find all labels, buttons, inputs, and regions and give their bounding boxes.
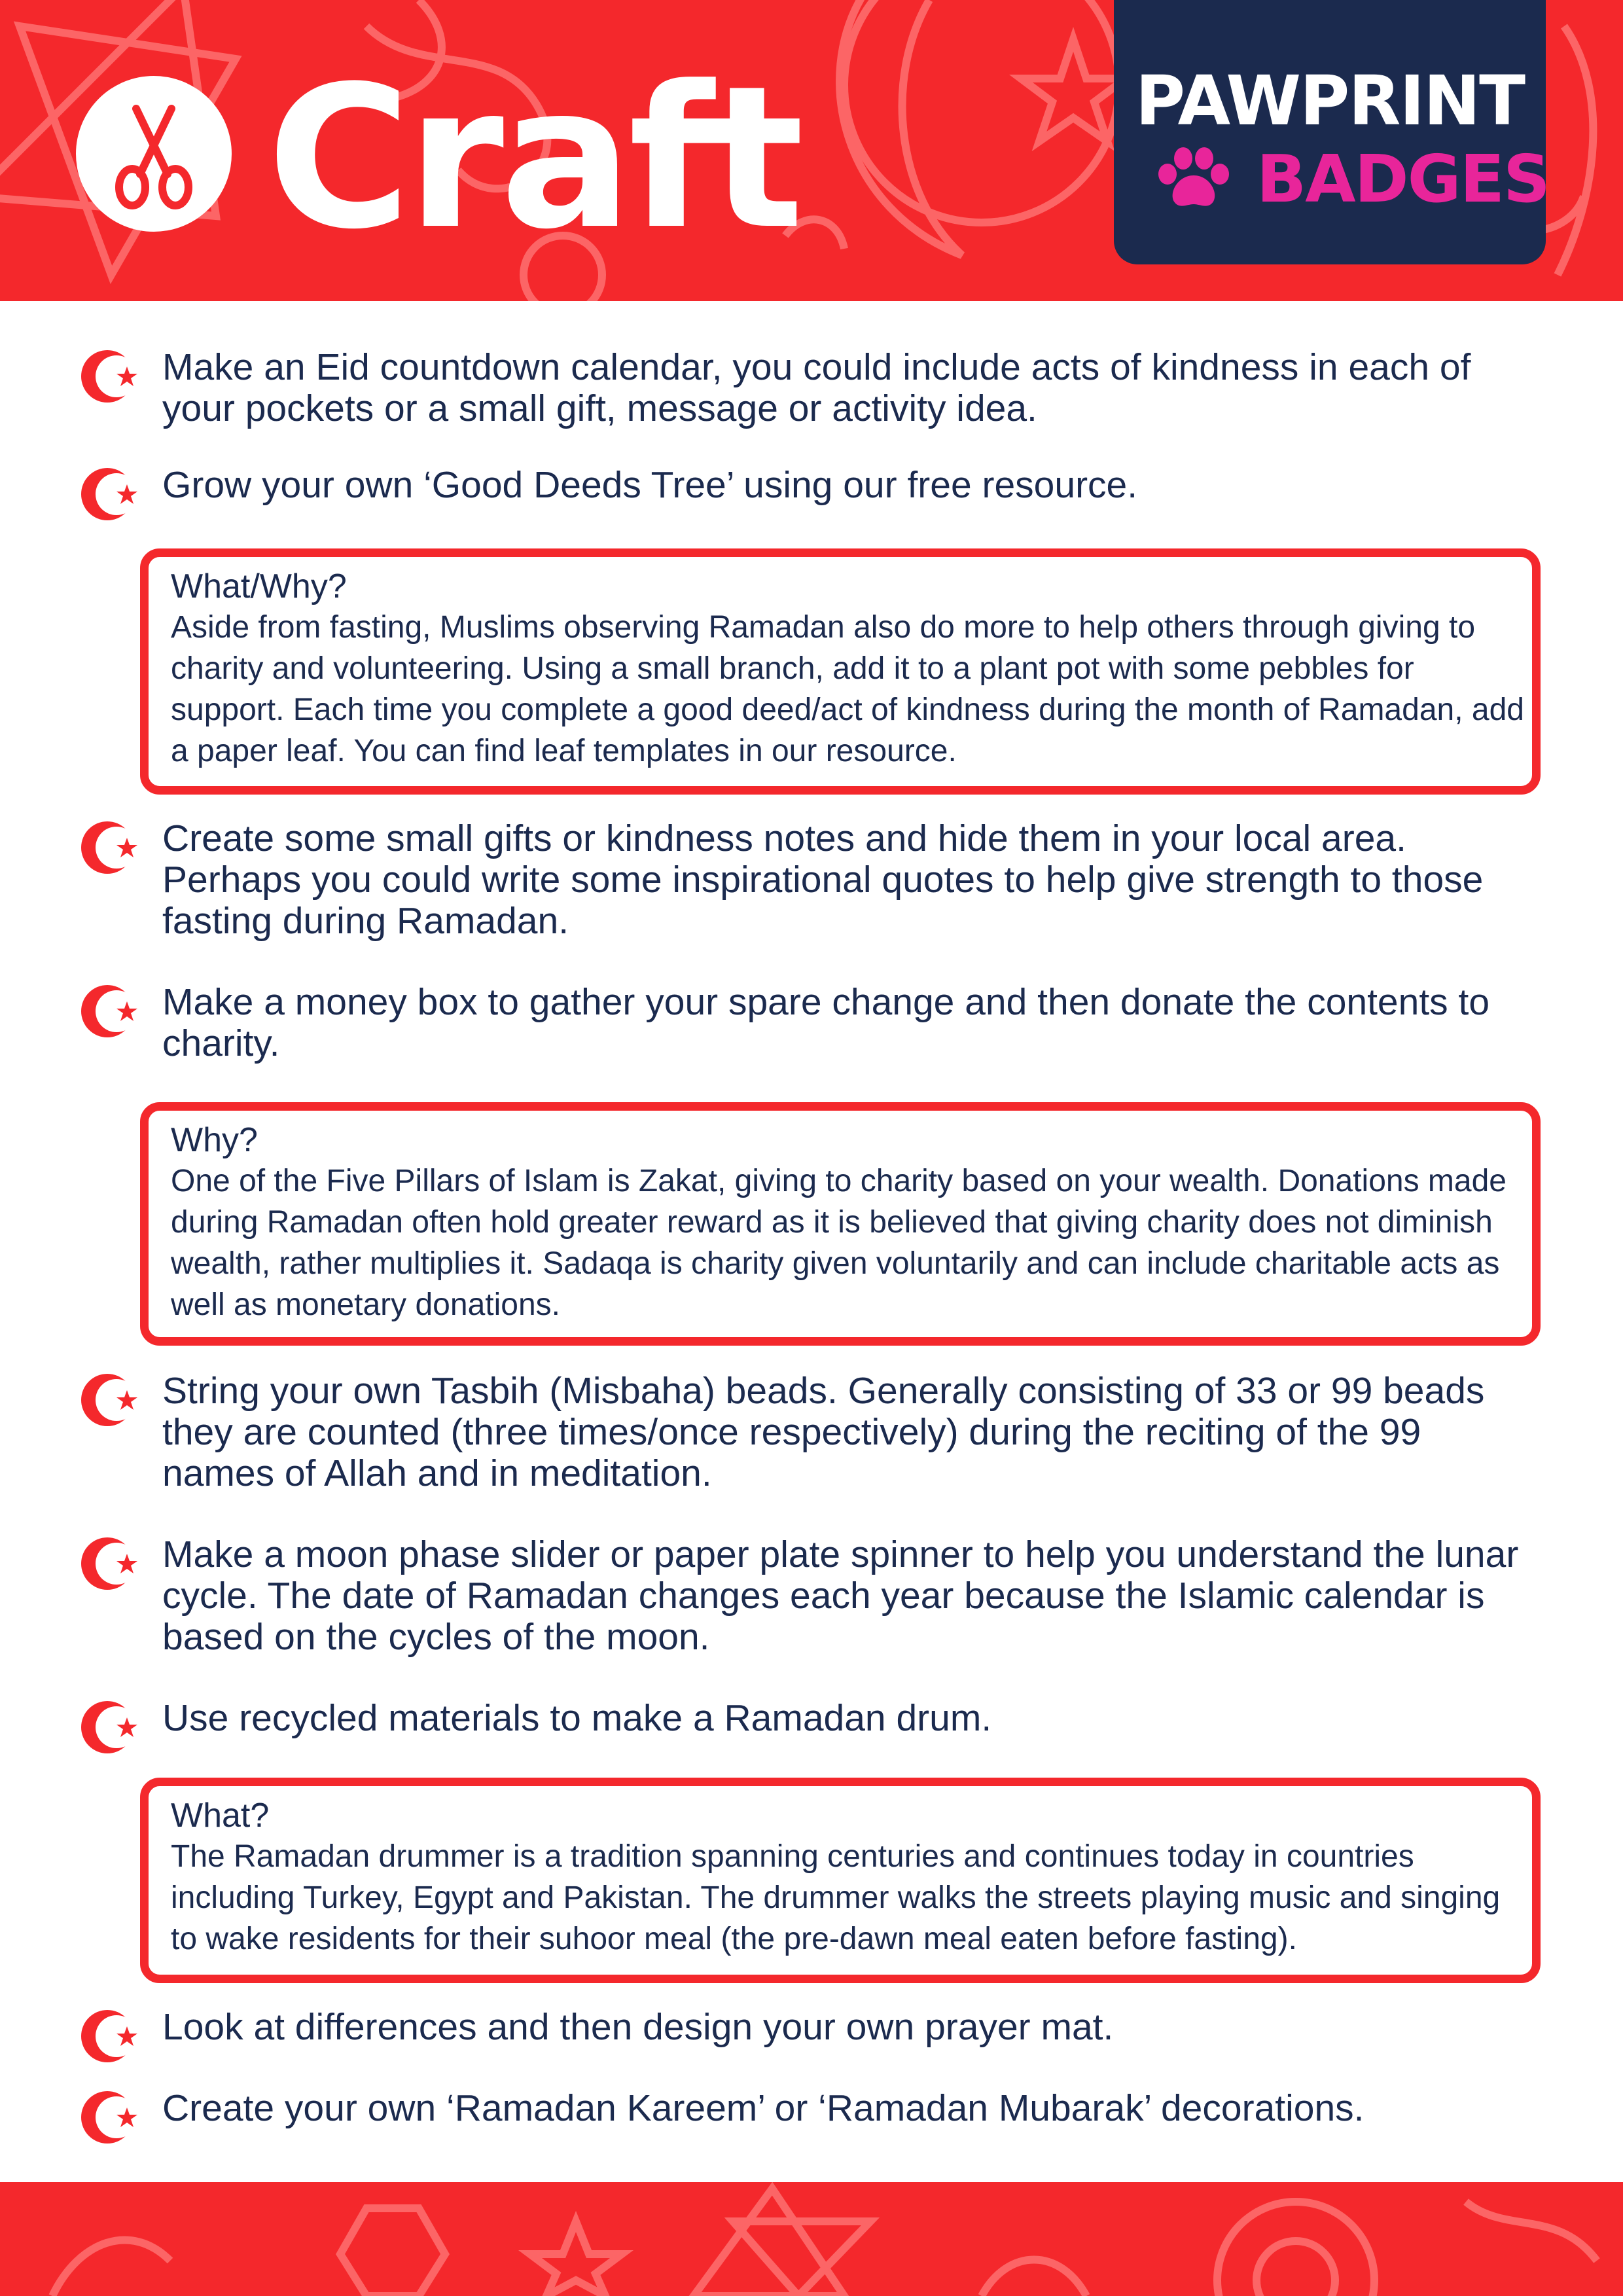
crescent-star-icon (79, 1371, 141, 1429)
info-box (140, 548, 1541, 795)
page-title: Craft (267, 44, 800, 272)
crescent-star-icon (79, 818, 141, 877)
info-box-title: Why? (171, 1121, 258, 1159)
list-item-text: Create your own ‘Ramadan Kareem’ or ‘Ramadan Mubarak’ decorations. (162, 2087, 1364, 2129)
list-item-text: Use recycled materials to make a Ramadan drum. (162, 1697, 992, 1739)
footer-banner (0, 2182, 1623, 2296)
list-item-text: Make an Eid countdown calendar, you could include acts of kindness in each of your pockets or a small gift, message or activity idea. (162, 346, 1471, 429)
list-item-text: Make a moon phase slider or paper plate spinner to help you understand the lunar cycle. The date of Ramadan changes each year because the Islamic calendar is based on the cycles of the moon. (162, 1534, 1519, 1658)
info-box (140, 1102, 1541, 1346)
info-box-title: What/Why? (171, 567, 347, 605)
list-item-text: String your own Tasbih (Misbaha) beads. Generally consisting of 33 or 99 beads they are counted (three times/once respectively) during the reciting of the 99 names of Allah and in meditation. (162, 1370, 1485, 1494)
brand-name-line1: PAWPRINT (1135, 61, 1525, 141)
info-box-title: What? (171, 1797, 270, 1835)
info-box-body: Aside from fasting, Muslims observing Ramadan also do more to help others through giving to charity and volunteering. Using a small branch, add it to a plant pot with some pebbles for support. Each time you complete a good deed/act of kindness during the month of Ramadan, add a paper leaf. You can find leaf templates in our resource. (171, 610, 1524, 768)
list-item-text: Grow your own ‘Good Deeds Tree’ using our free resource. (162, 464, 1138, 506)
info-box-body: The Ramadan drummer is a tradition spanning centuries and continues today in countries including Turkey, Egypt and Pakistan. The drummer walks the streets playing music and singing to wake residents for their suhoor meal (the pre-dawn meal eaten before fasting). (171, 1839, 1501, 1956)
info-box-body: One of the Five Pillars of Islam is Zakat, giving to charity based on your wealth. Donations made during Ramadan often hold greater reward as it is believed that giving charity does not diminish wealth, rather multiplies it. Sadaqa is charity given voluntarily and can include charitable acts as well as monetary donations. (171, 1164, 1507, 1322)
list-item-text: Create some small gifts or kindness notes and hide them in your local area. Perhaps you could write some inspirational quotes to help give strength to those fasting during Ramadan. (162, 817, 1484, 942)
crescent-star-icon (79, 465, 141, 524)
brand-logo[interactable] (1114, 0, 1550, 264)
crescent-star-icon (79, 2007, 141, 2066)
list-item-text: Look at differences and then design your own prayer mat. (162, 2006, 1114, 2048)
scissors-icon (76, 76, 232, 232)
info-box (140, 1778, 1541, 1983)
footer-background-pattern (0, 2182, 1623, 2296)
crescent-star-icon (79, 2088, 141, 2147)
crescent-star-icon (79, 1698, 141, 1757)
crescent-star-icon (79, 982, 141, 1041)
paw-icon (1153, 145, 1232, 211)
crescent-star-icon (79, 1534, 141, 1593)
list-item-text: Make a money box to gather your spare change and then donate the contents to charity. (162, 981, 1490, 1064)
brand-name-line2: BADGES (1257, 141, 1550, 217)
header-banner (0, 0, 1623, 301)
crescent-star-icon (79, 347, 141, 406)
